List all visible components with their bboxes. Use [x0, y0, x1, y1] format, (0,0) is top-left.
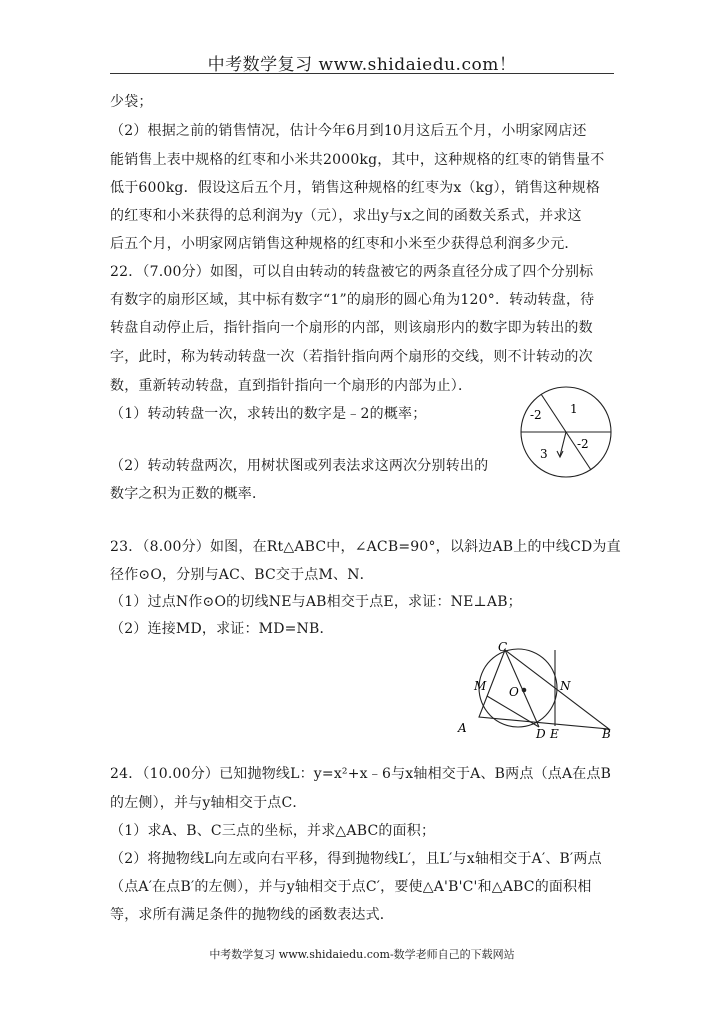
point-label: O: [509, 685, 519, 699]
text-line: 径作⊙O，分别与AC、BC交于点M、N．: [110, 567, 374, 583]
text-line: 数字之积为正数的概率．: [110, 486, 267, 502]
text-line: （1）求A、B、C三点的坐标，并求△ABC的面积；: [110, 823, 436, 839]
spinner-figure: [508, 385, 620, 479]
text-line: 能销售上表中规格的红枣和小米共2000kg，其中，这种规格的红枣的销售量不: [110, 152, 605, 168]
point-label: D: [536, 727, 546, 740]
page-header: 中考数学复习 www.shidaiedu.com！: [207, 55, 517, 75]
spinner-label: -2: [530, 408, 542, 422]
text-line: 等，求所有满足条件的抛物线的函数表达式．: [110, 907, 394, 923]
point-label: N: [560, 679, 571, 693]
spinner-label: 1: [570, 402, 578, 416]
text-line: 有数字的扇形区域，其中标有数字“1”的扇形的圆心角为120°．转动转盘，待: [110, 292, 595, 308]
text-line: 的红枣和小米获得的总利润为y（元），求出y与x之间的函数关系式，并求这: [110, 208, 582, 224]
question-23-title: 23．（8.00分）如图，在Rt△ABC中，∠ACB=90°，以斜边AB上的中线CD为直: [110, 539, 621, 555]
question-22-title: 22．（7.00分）如图，可以自由转动的转盘被它的两条直径分成了四个分别标: [110, 264, 594, 280]
text-line: 转盘自动停止后，指针指向一个扇形的内部，则该扇形内的数字即为转出的数: [110, 320, 593, 336]
spinner-label: -2: [577, 437, 589, 451]
geometry-figure: [452, 640, 620, 740]
text-line: （2）连接MD，求证：MD=NB．: [110, 621, 334, 637]
text-line: 低于600kg．假设这后五个月，销售这种规格的红枣为x（kg），销售这种规格: [110, 180, 601, 196]
text-line: （1）过点N作⊙O的切线NE与AB相交于点E，求证：NE⊥AB；: [110, 594, 522, 610]
header-rule: [110, 73, 614, 74]
center-dot: [522, 688, 527, 693]
segment-md: [487, 696, 539, 727]
question-24-title: 24．（10.00分）已知抛物线L：y=x²+x﹣6与x轴相交于A、B两点（点A在点B: [110, 766, 612, 782]
point-label: B: [602, 727, 611, 740]
text-line: 数，重新转动转盘，直到指针指向一个扇形的内部为止）．: [110, 378, 473, 394]
text-line: （2）转动转盘两次，用树状图或列表法求这两次分别转出的: [110, 458, 489, 474]
point-label: E: [550, 727, 559, 740]
text-line: （2）将抛物线L向左或向右平移，得到抛物线L′，且L′与x轴相交于A′、B′两点: [110, 851, 602, 867]
point-label: A: [458, 721, 467, 735]
point-label: C: [498, 640, 508, 654]
point-label: M: [474, 679, 487, 693]
text-line: 字，此时，称为转动转盘一次（若指针指向两个扇形的交线，则不计转动的次: [110, 349, 593, 365]
text-line: 后五个月，小明家网店销售这种规格的红枣和小米至少获得总利润多少元．: [110, 236, 579, 252]
text-line: 少袋；: [110, 94, 153, 110]
spinner-label: 3: [540, 447, 548, 461]
text-line: （点A′在点B′的左侧），并与y轴相交于点C′，要使△A'B'C'和△ABC的面积相: [110, 879, 592, 895]
text-line: （2）根据之前的销售情况，估计今年6月到10月这后五个月，小明家网店还: [110, 123, 587, 139]
text-line: （1）转动转盘一次，求转出的数字是﹣2的概率；: [110, 406, 427, 422]
page-footer: 中考数学复习 www.shidaiedu.com-数学老师自己的下载网站: [209, 948, 515, 961]
spinner-pointer: [560, 432, 566, 456]
text-line: 的左侧），并与y轴相交于点C．: [110, 795, 307, 811]
